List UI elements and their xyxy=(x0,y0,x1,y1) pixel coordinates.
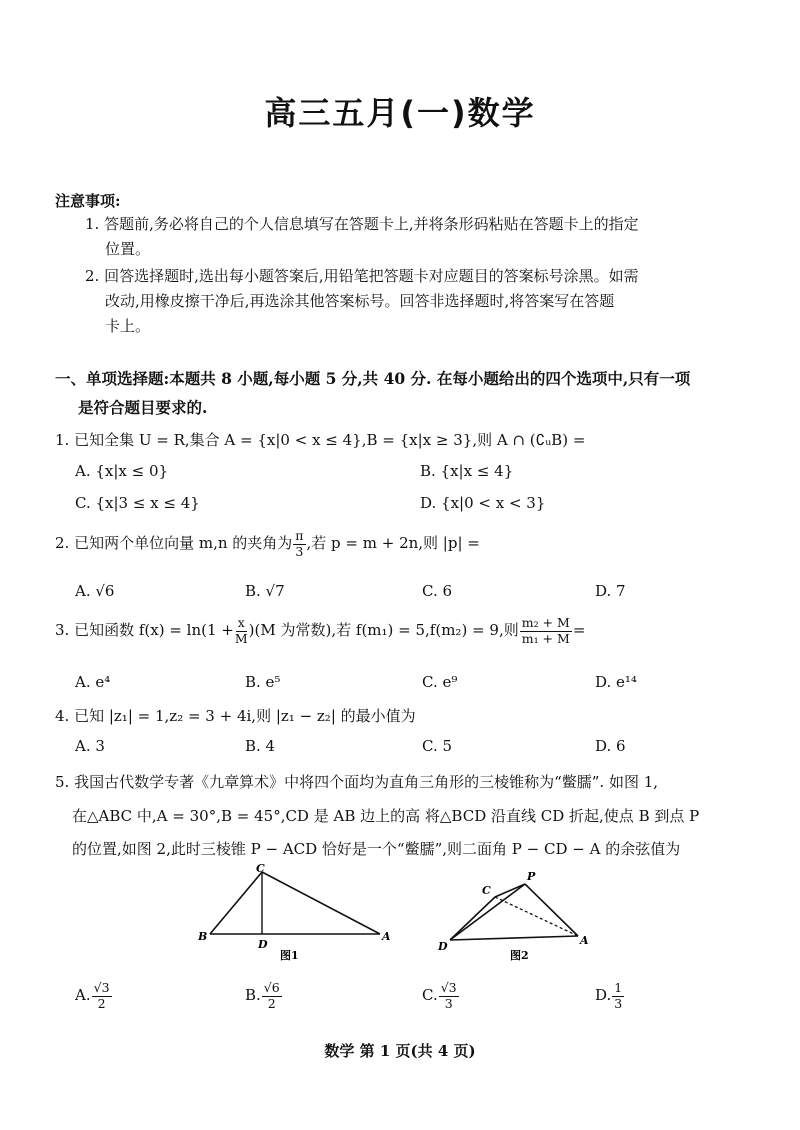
segment-da xyxy=(450,936,578,940)
notice-item-1-line-1: 1. 答题前,务必将自己的个人信息填写在答题卡上,并将条形码粘贴在答题卡上的指定 xyxy=(85,215,639,233)
question-1-option-c: C. {x|3 ≤ x ≤ 4} xyxy=(75,494,200,512)
option-label: B. xyxy=(245,986,261,1004)
question-3-fraction-x-over-m xyxy=(235,617,248,645)
question-5-option-d xyxy=(595,982,625,1010)
question-2-option-c: C. 6 xyxy=(422,582,453,600)
fraction-denominator: 3 xyxy=(295,543,304,559)
fraction-numerator: x xyxy=(237,615,245,630)
question-3-option-c: C. e⁹ xyxy=(422,673,458,691)
segment-ca-hidden xyxy=(495,897,578,936)
question-3-stem xyxy=(55,617,585,645)
question-2-angle-fraction xyxy=(293,530,305,558)
question-3-fraction-ratio xyxy=(520,617,572,645)
notice-item-2-line-2: 改动,用橡皮擦干净后,再选涂其他答案标号。回答非选择题时,将答案写在答题 xyxy=(105,292,615,310)
option-fraction xyxy=(612,982,624,1010)
question-2-option-d: D. 7 xyxy=(595,582,626,600)
question-1-stem: 1. 已知全集 U = R,集合 A = {x|0 < x ≤ 4},B = {x|x ≥ 3},则 A ∩ (∁ᵤB) = xyxy=(55,431,586,449)
question-4-stem: 4. 已知 |z₁| = 1,z₂ = 3 + 4i,则 |z₁ − z₂| 的最小值为 xyxy=(55,707,416,725)
fraction-numerator: 1 xyxy=(614,980,623,995)
question-2-stem xyxy=(55,530,480,558)
fraction-denominator: m₁ + M xyxy=(521,630,570,646)
section-heading-line-2: 是符合题目要求的. xyxy=(78,398,208,417)
fraction-numerator: √3 xyxy=(93,980,110,995)
fraction-numerator: π xyxy=(295,528,304,543)
question-3-option-d: D. e¹⁴ xyxy=(595,673,637,691)
question-3-option-b: B. e⁵ xyxy=(245,673,281,691)
option-fraction xyxy=(92,982,112,1010)
notice-item-2-line-1: 2. 回答选择题时,选出每小题答案后,用铅笔把答题卡对应题目的答案标号涂黑。如需 xyxy=(85,267,639,285)
label-c: C xyxy=(482,884,491,897)
option-fraction xyxy=(439,982,459,1010)
option-label: C. xyxy=(422,986,438,1004)
page-footer: 数学 第 1 页(共 4 页) xyxy=(324,1042,476,1060)
label-a: A xyxy=(382,930,391,943)
question-3-stem-mid: )(M 为常数),若 f(m₁) = 5,f(m₂) = 9,则 xyxy=(248,621,519,639)
question-5-option-b xyxy=(245,982,283,1010)
figure-1-triangle-abc xyxy=(190,862,400,962)
question-3-stem-pre: 3. 已知函数 f(x) = ln(1 + xyxy=(55,621,234,639)
question-5-stem-line-2: 在△ABC 中,A = 30°,B = 45°,CD 是 AB 边上的高 将△BCD 沿直线 CD 折起,使点 B 到点 P xyxy=(72,807,700,825)
label-b: B xyxy=(198,930,208,943)
question-3-stem-post: = xyxy=(572,621,586,639)
option-fraction xyxy=(262,982,282,1010)
figure-2-tetrahedron-pacd xyxy=(430,862,600,962)
question-3-option-a: A. e⁴ xyxy=(75,673,111,691)
label-p: P xyxy=(527,870,536,883)
notice-item-1-line-2: 位置。 xyxy=(105,240,151,258)
question-4-option-c: C. 5 xyxy=(422,737,453,755)
notice-item-2-line-3: 卡上。 xyxy=(105,317,151,335)
question-1-option-a: A. {x|x ≤ 0} xyxy=(75,462,169,480)
fraction-numerator: √6 xyxy=(263,980,280,995)
fraction-denominator: M xyxy=(234,630,248,646)
segment-pa xyxy=(525,884,578,936)
segment-bc xyxy=(210,872,262,934)
question-5-option-c xyxy=(422,982,460,1010)
segment-ca xyxy=(262,872,380,934)
fraction-denominator: 2 xyxy=(267,995,276,1011)
question-4-option-a: A. 3 xyxy=(75,737,105,755)
figure-2-caption: 图2 xyxy=(510,949,529,962)
fraction-numerator: m₂ + M xyxy=(521,615,570,630)
option-label: A. xyxy=(75,986,91,1004)
label-a: A xyxy=(580,934,589,947)
question-2-option-a: A. √6 xyxy=(75,582,115,600)
question-1-option-d: D. {x|0 < x < 3} xyxy=(420,494,546,512)
question-1-option-b: B. {x|x ≤ 4} xyxy=(420,462,514,480)
question-4-option-b: B. 4 xyxy=(245,737,276,755)
fraction-denominator: 3 xyxy=(444,995,453,1011)
question-2-option-b: B. √7 xyxy=(245,582,285,600)
question-2-stem-post: ,若 p = m + 2n,则 |p| = xyxy=(306,534,480,552)
question-4-option-d: D. 6 xyxy=(595,737,626,755)
notice-heading: 注意事项: xyxy=(55,192,121,210)
question-5-stem-line-3: 的位置,如图 2,此时三棱锥 P − ACD 恰好是一个“鳖臑”,则二面角 P − CD − A 的余弦值为 xyxy=(72,840,681,858)
label-c: C xyxy=(256,862,265,875)
section-heading-line-1: 一、单项选择题:本题共 8 小题,每小题 5 分,共 40 分. 在每小题给出的四个选项中,只有一项 xyxy=(55,369,691,388)
segment-dc xyxy=(450,897,495,940)
fraction-numerator: √3 xyxy=(440,980,457,995)
label-d: D xyxy=(258,938,268,951)
question-5-stem-line-1: 5. 我国古代数学专著《九章算术》中将四个面均为直角三角形的三棱锥称为“鳖臑”. 如图 1, xyxy=(55,773,659,791)
fraction-denominator: 2 xyxy=(97,995,106,1011)
fraction-denominator: 3 xyxy=(614,995,623,1011)
option-label: D. xyxy=(595,986,612,1004)
question-5-option-a xyxy=(75,982,113,1010)
figure-1-caption: 图1 xyxy=(280,949,299,962)
page-title: 高三五月(一)数学 xyxy=(264,94,536,132)
question-2-stem-pre: 2. 已知两个单位向量 m,n 的夹角为 xyxy=(55,534,293,552)
label-d: D xyxy=(438,940,448,953)
